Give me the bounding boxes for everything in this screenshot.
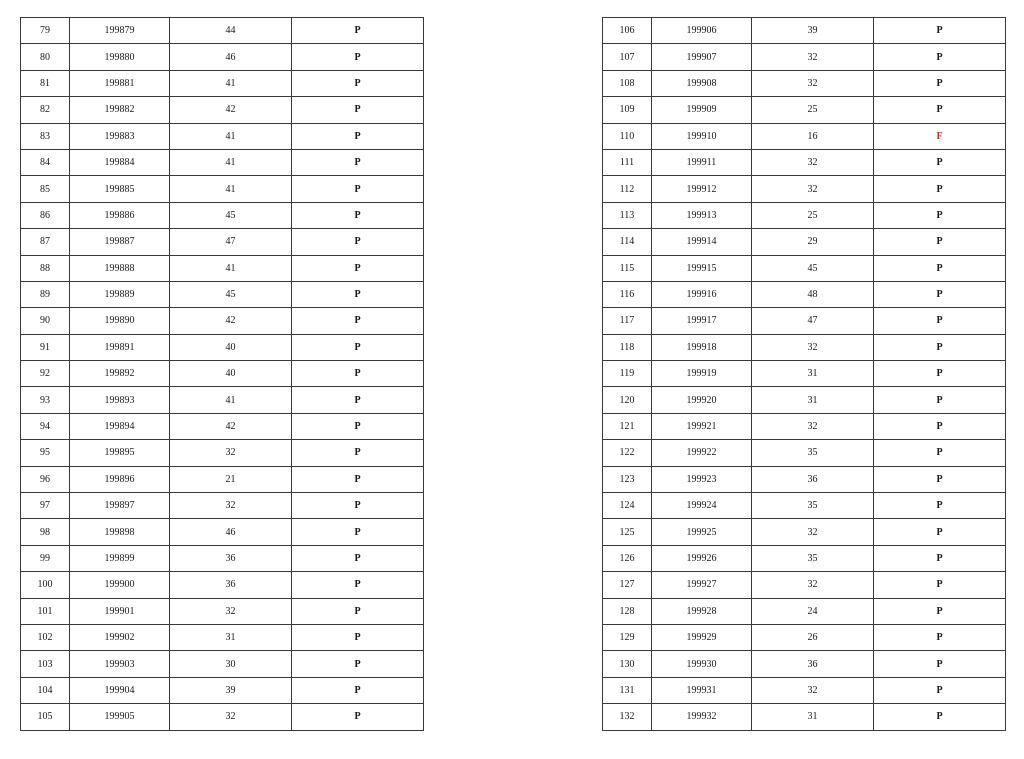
marks-cell: 44 bbox=[170, 18, 292, 44]
result-cell: F bbox=[874, 123, 1006, 149]
table-row bbox=[603, 387, 1006, 413]
roll-number-cell: 199898 bbox=[70, 519, 170, 545]
roll-number-cell: 199904 bbox=[70, 677, 170, 703]
result-cell: P bbox=[874, 493, 1006, 519]
marks-cell: 47 bbox=[170, 229, 292, 255]
table-row bbox=[603, 519, 1006, 545]
roll-number-cell: 199912 bbox=[652, 176, 752, 202]
marks-cell: 32 bbox=[752, 176, 874, 202]
results-table-left bbox=[20, 17, 424, 731]
serial-number-cell: 105 bbox=[21, 704, 70, 730]
result-cell: P bbox=[874, 176, 1006, 202]
roll-number-cell: 199890 bbox=[70, 308, 170, 334]
serial-number-cell: 123 bbox=[603, 466, 652, 492]
serial-number-cell: 80 bbox=[21, 44, 70, 70]
serial-number-cell: 120 bbox=[603, 387, 652, 413]
result-cell: P bbox=[874, 202, 1006, 228]
marks-cell: 47 bbox=[752, 308, 874, 334]
serial-number-cell: 115 bbox=[603, 255, 652, 281]
result-cell: P bbox=[292, 413, 424, 439]
result-cell: P bbox=[292, 440, 424, 466]
serial-number-cell: 103 bbox=[21, 651, 70, 677]
serial-number-cell: 122 bbox=[603, 440, 652, 466]
table-row bbox=[603, 651, 1006, 677]
result-cell: P bbox=[874, 229, 1006, 255]
marks-cell: 16 bbox=[752, 123, 874, 149]
table-row bbox=[21, 387, 424, 413]
table-row bbox=[21, 493, 424, 519]
roll-number-cell: 199926 bbox=[652, 545, 752, 571]
result-cell: P bbox=[874, 413, 1006, 439]
table-row bbox=[603, 677, 1006, 703]
table-row bbox=[603, 70, 1006, 96]
serial-number-cell: 88 bbox=[21, 255, 70, 281]
marks-cell: 39 bbox=[170, 677, 292, 703]
roll-number-cell: 199922 bbox=[652, 440, 752, 466]
table-row bbox=[603, 624, 1006, 650]
result-cell: P bbox=[874, 704, 1006, 730]
table-row bbox=[603, 202, 1006, 228]
serial-number-cell: 92 bbox=[21, 361, 70, 387]
marks-cell: 45 bbox=[752, 255, 874, 281]
marks-cell: 35 bbox=[752, 493, 874, 519]
serial-number-cell: 95 bbox=[21, 440, 70, 466]
table-row bbox=[21, 229, 424, 255]
roll-number-cell: 199883 bbox=[70, 123, 170, 149]
marks-cell: 31 bbox=[752, 704, 874, 730]
table-row bbox=[603, 334, 1006, 360]
roll-number-cell: 199896 bbox=[70, 466, 170, 492]
result-cell: P bbox=[292, 361, 424, 387]
marks-cell: 42 bbox=[170, 413, 292, 439]
roll-number-cell: 199881 bbox=[70, 70, 170, 96]
roll-number-cell: 199899 bbox=[70, 545, 170, 571]
roll-number-cell: 199927 bbox=[652, 572, 752, 598]
serial-number-cell: 109 bbox=[603, 97, 652, 123]
result-cell: P bbox=[292, 202, 424, 228]
result-cell: P bbox=[874, 466, 1006, 492]
serial-number-cell: 100 bbox=[21, 572, 70, 598]
marks-cell: 41 bbox=[170, 387, 292, 413]
result-cell: P bbox=[292, 677, 424, 703]
roll-number-cell: 199892 bbox=[70, 361, 170, 387]
table-row bbox=[21, 361, 424, 387]
roll-number-cell: 199928 bbox=[652, 598, 752, 624]
result-cell: P bbox=[874, 572, 1006, 598]
marks-cell: 24 bbox=[752, 598, 874, 624]
result-cell: P bbox=[292, 651, 424, 677]
serial-number-cell: 93 bbox=[21, 387, 70, 413]
result-cell: P bbox=[874, 44, 1006, 70]
result-cell: P bbox=[874, 97, 1006, 123]
table-row bbox=[21, 624, 424, 650]
marks-cell: 46 bbox=[170, 519, 292, 545]
table-row bbox=[21, 677, 424, 703]
marks-cell: 46 bbox=[170, 44, 292, 70]
serial-number-cell: 118 bbox=[603, 334, 652, 360]
roll-number-cell: 199906 bbox=[652, 18, 752, 44]
roll-number-cell: 199911 bbox=[652, 149, 752, 175]
table-row bbox=[21, 123, 424, 149]
table-row bbox=[603, 281, 1006, 307]
marks-cell: 31 bbox=[752, 361, 874, 387]
table-row bbox=[603, 97, 1006, 123]
serial-number-cell: 101 bbox=[21, 598, 70, 624]
roll-number-cell: 199905 bbox=[70, 704, 170, 730]
roll-number-cell: 199925 bbox=[652, 519, 752, 545]
marks-cell: 42 bbox=[170, 308, 292, 334]
marks-cell: 32 bbox=[752, 149, 874, 175]
roll-number-cell: 199879 bbox=[70, 18, 170, 44]
roll-number-cell: 199889 bbox=[70, 281, 170, 307]
roll-number-cell: 199909 bbox=[652, 97, 752, 123]
roll-number-cell: 199930 bbox=[652, 651, 752, 677]
serial-number-cell: 99 bbox=[21, 545, 70, 571]
result-cell: P bbox=[292, 44, 424, 70]
serial-number-cell: 126 bbox=[603, 545, 652, 571]
table-row bbox=[21, 704, 424, 730]
roll-number-cell: 199923 bbox=[652, 466, 752, 492]
table-row bbox=[603, 123, 1006, 149]
serial-number-cell: 113 bbox=[603, 202, 652, 228]
result-cell: P bbox=[874, 440, 1006, 466]
roll-number-cell: 199916 bbox=[652, 281, 752, 307]
serial-number-cell: 91 bbox=[21, 334, 70, 360]
serial-number-cell: 89 bbox=[21, 281, 70, 307]
table-row bbox=[21, 440, 424, 466]
roll-number-cell: 199893 bbox=[70, 387, 170, 413]
table-row bbox=[603, 440, 1006, 466]
roll-number-cell: 199931 bbox=[652, 677, 752, 703]
marks-cell: 48 bbox=[752, 281, 874, 307]
marks-cell: 32 bbox=[752, 413, 874, 439]
roll-number-cell: 199880 bbox=[70, 44, 170, 70]
table-row bbox=[21, 44, 424, 70]
result-cell: P bbox=[292, 123, 424, 149]
marks-cell: 41 bbox=[170, 149, 292, 175]
result-cell: P bbox=[874, 545, 1006, 571]
table-row bbox=[603, 361, 1006, 387]
roll-number-cell: 199903 bbox=[70, 651, 170, 677]
table-row bbox=[21, 572, 424, 598]
result-cell: P bbox=[874, 70, 1006, 96]
table-row bbox=[603, 308, 1006, 334]
marks-cell: 32 bbox=[170, 493, 292, 519]
result-cell: P bbox=[874, 624, 1006, 650]
serial-number-cell: 102 bbox=[21, 624, 70, 650]
result-cell: P bbox=[292, 545, 424, 571]
roll-number-cell: 199884 bbox=[70, 149, 170, 175]
marks-cell: 31 bbox=[170, 624, 292, 650]
roll-number-cell: 199897 bbox=[70, 493, 170, 519]
roll-number-cell: 199932 bbox=[652, 704, 752, 730]
marks-cell: 32 bbox=[170, 704, 292, 730]
serial-number-cell: 130 bbox=[603, 651, 652, 677]
table-row bbox=[603, 598, 1006, 624]
result-cell: P bbox=[874, 255, 1006, 281]
table-row bbox=[21, 18, 424, 44]
roll-number-cell: 199914 bbox=[652, 229, 752, 255]
result-cell: P bbox=[292, 334, 424, 360]
marks-cell: 26 bbox=[752, 624, 874, 650]
result-cell: P bbox=[292, 598, 424, 624]
serial-number-cell: 110 bbox=[603, 123, 652, 149]
marks-cell: 45 bbox=[170, 281, 292, 307]
result-cell: P bbox=[292, 387, 424, 413]
marks-cell: 35 bbox=[752, 440, 874, 466]
roll-number-cell: 199915 bbox=[652, 255, 752, 281]
result-cell: P bbox=[292, 18, 424, 44]
marks-cell: 25 bbox=[752, 97, 874, 123]
serial-number-cell: 98 bbox=[21, 519, 70, 545]
roll-number-cell: 199895 bbox=[70, 440, 170, 466]
table-row bbox=[21, 413, 424, 439]
serial-number-cell: 132 bbox=[603, 704, 652, 730]
serial-number-cell: 97 bbox=[21, 493, 70, 519]
serial-number-cell: 106 bbox=[603, 18, 652, 44]
serial-number-cell: 87 bbox=[21, 229, 70, 255]
roll-number-cell: 199908 bbox=[652, 70, 752, 96]
serial-number-cell: 119 bbox=[603, 361, 652, 387]
serial-number-cell: 81 bbox=[21, 70, 70, 96]
serial-number-cell: 116 bbox=[603, 281, 652, 307]
table-row bbox=[603, 176, 1006, 202]
roll-number-cell: 199913 bbox=[652, 202, 752, 228]
result-cell: P bbox=[874, 651, 1006, 677]
marks-cell: 32 bbox=[752, 519, 874, 545]
marks-cell: 32 bbox=[170, 598, 292, 624]
serial-number-cell: 90 bbox=[21, 308, 70, 334]
result-cell: P bbox=[292, 466, 424, 492]
marks-cell: 25 bbox=[752, 202, 874, 228]
marks-cell: 30 bbox=[170, 651, 292, 677]
result-cell: P bbox=[292, 149, 424, 175]
table-row bbox=[21, 281, 424, 307]
result-cell: P bbox=[874, 308, 1006, 334]
table-row bbox=[603, 44, 1006, 70]
table-row bbox=[21, 149, 424, 175]
table-row bbox=[21, 97, 424, 123]
marks-cell: 41 bbox=[170, 123, 292, 149]
result-cell: P bbox=[292, 281, 424, 307]
table-row bbox=[21, 545, 424, 571]
serial-number-cell: 125 bbox=[603, 519, 652, 545]
serial-number-cell: 121 bbox=[603, 413, 652, 439]
result-cell: P bbox=[292, 97, 424, 123]
marks-cell: 41 bbox=[170, 70, 292, 96]
marks-cell: 40 bbox=[170, 334, 292, 360]
serial-number-cell: 83 bbox=[21, 123, 70, 149]
table-row bbox=[603, 413, 1006, 439]
marks-cell: 29 bbox=[752, 229, 874, 255]
marks-cell: 32 bbox=[752, 44, 874, 70]
marks-cell: 32 bbox=[752, 70, 874, 96]
roll-number-cell: 199902 bbox=[70, 624, 170, 650]
table-row bbox=[603, 18, 1006, 44]
result-cell: P bbox=[292, 255, 424, 281]
serial-number-cell: 86 bbox=[21, 202, 70, 228]
table-row bbox=[21, 308, 424, 334]
serial-number-cell: 112 bbox=[603, 176, 652, 202]
marks-cell: 21 bbox=[170, 466, 292, 492]
roll-number-cell: 199919 bbox=[652, 361, 752, 387]
marks-cell: 32 bbox=[752, 572, 874, 598]
result-cell: P bbox=[874, 281, 1006, 307]
result-cell: P bbox=[874, 149, 1006, 175]
roll-number-cell: 199888 bbox=[70, 255, 170, 281]
result-cell: P bbox=[292, 176, 424, 202]
roll-number-cell: 199885 bbox=[70, 176, 170, 202]
roll-number-cell: 199887 bbox=[70, 229, 170, 255]
serial-number-cell: 96 bbox=[21, 466, 70, 492]
marks-cell: 41 bbox=[170, 176, 292, 202]
roll-number-cell: 199886 bbox=[70, 202, 170, 228]
marks-cell: 36 bbox=[170, 545, 292, 571]
serial-number-cell: 82 bbox=[21, 97, 70, 123]
table-row bbox=[603, 704, 1006, 730]
table-row bbox=[21, 651, 424, 677]
roll-number-cell: 199894 bbox=[70, 413, 170, 439]
roll-number-cell: 199917 bbox=[652, 308, 752, 334]
table-row bbox=[603, 255, 1006, 281]
result-cell: P bbox=[874, 387, 1006, 413]
result-cell: P bbox=[292, 229, 424, 255]
table-row bbox=[603, 149, 1006, 175]
result-cell: P bbox=[874, 519, 1006, 545]
marks-cell: 35 bbox=[752, 545, 874, 571]
serial-number-cell: 85 bbox=[21, 176, 70, 202]
table-row bbox=[21, 202, 424, 228]
serial-number-cell: 111 bbox=[603, 149, 652, 175]
result-cell: P bbox=[874, 598, 1006, 624]
roll-number-cell: 199929 bbox=[652, 624, 752, 650]
results-table-right bbox=[602, 17, 1006, 731]
serial-number-cell: 108 bbox=[603, 70, 652, 96]
marks-cell: 40 bbox=[170, 361, 292, 387]
result-cell: P bbox=[874, 18, 1006, 44]
result-cell: P bbox=[292, 624, 424, 650]
roll-number-cell: 199891 bbox=[70, 334, 170, 360]
table-row bbox=[21, 598, 424, 624]
serial-number-cell: 94 bbox=[21, 413, 70, 439]
result-cell: P bbox=[292, 308, 424, 334]
marks-cell: 42 bbox=[170, 97, 292, 123]
table-row bbox=[603, 572, 1006, 598]
table-row bbox=[21, 334, 424, 360]
serial-number-cell: 114 bbox=[603, 229, 652, 255]
result-cell: P bbox=[292, 519, 424, 545]
marks-cell: 32 bbox=[752, 677, 874, 703]
serial-number-cell: 117 bbox=[603, 308, 652, 334]
roll-number-cell: 199920 bbox=[652, 387, 752, 413]
marks-cell: 36 bbox=[752, 651, 874, 677]
marks-cell: 31 bbox=[752, 387, 874, 413]
roll-number-cell: 199910 bbox=[652, 123, 752, 149]
marks-cell: 36 bbox=[170, 572, 292, 598]
result-cell: P bbox=[292, 572, 424, 598]
table-row bbox=[21, 176, 424, 202]
serial-number-cell: 84 bbox=[21, 149, 70, 175]
result-cell: P bbox=[874, 334, 1006, 360]
marks-cell: 39 bbox=[752, 18, 874, 44]
table-row bbox=[603, 493, 1006, 519]
roll-number-cell: 199907 bbox=[652, 44, 752, 70]
serial-number-cell: 124 bbox=[603, 493, 652, 519]
roll-number-cell: 199901 bbox=[70, 598, 170, 624]
serial-number-cell: 107 bbox=[603, 44, 652, 70]
roll-number-cell: 199882 bbox=[70, 97, 170, 123]
marks-cell: 32 bbox=[170, 440, 292, 466]
serial-number-cell: 127 bbox=[603, 572, 652, 598]
roll-number-cell: 199924 bbox=[652, 493, 752, 519]
serial-number-cell: 128 bbox=[603, 598, 652, 624]
result-cell: P bbox=[874, 361, 1006, 387]
table-row bbox=[21, 466, 424, 492]
result-cell: P bbox=[292, 493, 424, 519]
marks-cell: 36 bbox=[752, 466, 874, 492]
roll-number-cell: 199918 bbox=[652, 334, 752, 360]
marks-cell: 45 bbox=[170, 202, 292, 228]
table-row bbox=[603, 466, 1006, 492]
result-cell: P bbox=[292, 704, 424, 730]
serial-number-cell: 79 bbox=[21, 18, 70, 44]
serial-number-cell: 104 bbox=[21, 677, 70, 703]
table-row bbox=[21, 70, 424, 96]
table-row bbox=[603, 229, 1006, 255]
result-cell: P bbox=[292, 70, 424, 96]
serial-number-cell: 129 bbox=[603, 624, 652, 650]
roll-number-cell: 199921 bbox=[652, 413, 752, 439]
marks-cell: 41 bbox=[170, 255, 292, 281]
roll-number-cell: 199900 bbox=[70, 572, 170, 598]
result-cell: P bbox=[874, 677, 1006, 703]
serial-number-cell: 131 bbox=[603, 677, 652, 703]
table-row bbox=[21, 519, 424, 545]
table-row bbox=[603, 545, 1006, 571]
table-row bbox=[21, 255, 424, 281]
marks-cell: 32 bbox=[752, 334, 874, 360]
